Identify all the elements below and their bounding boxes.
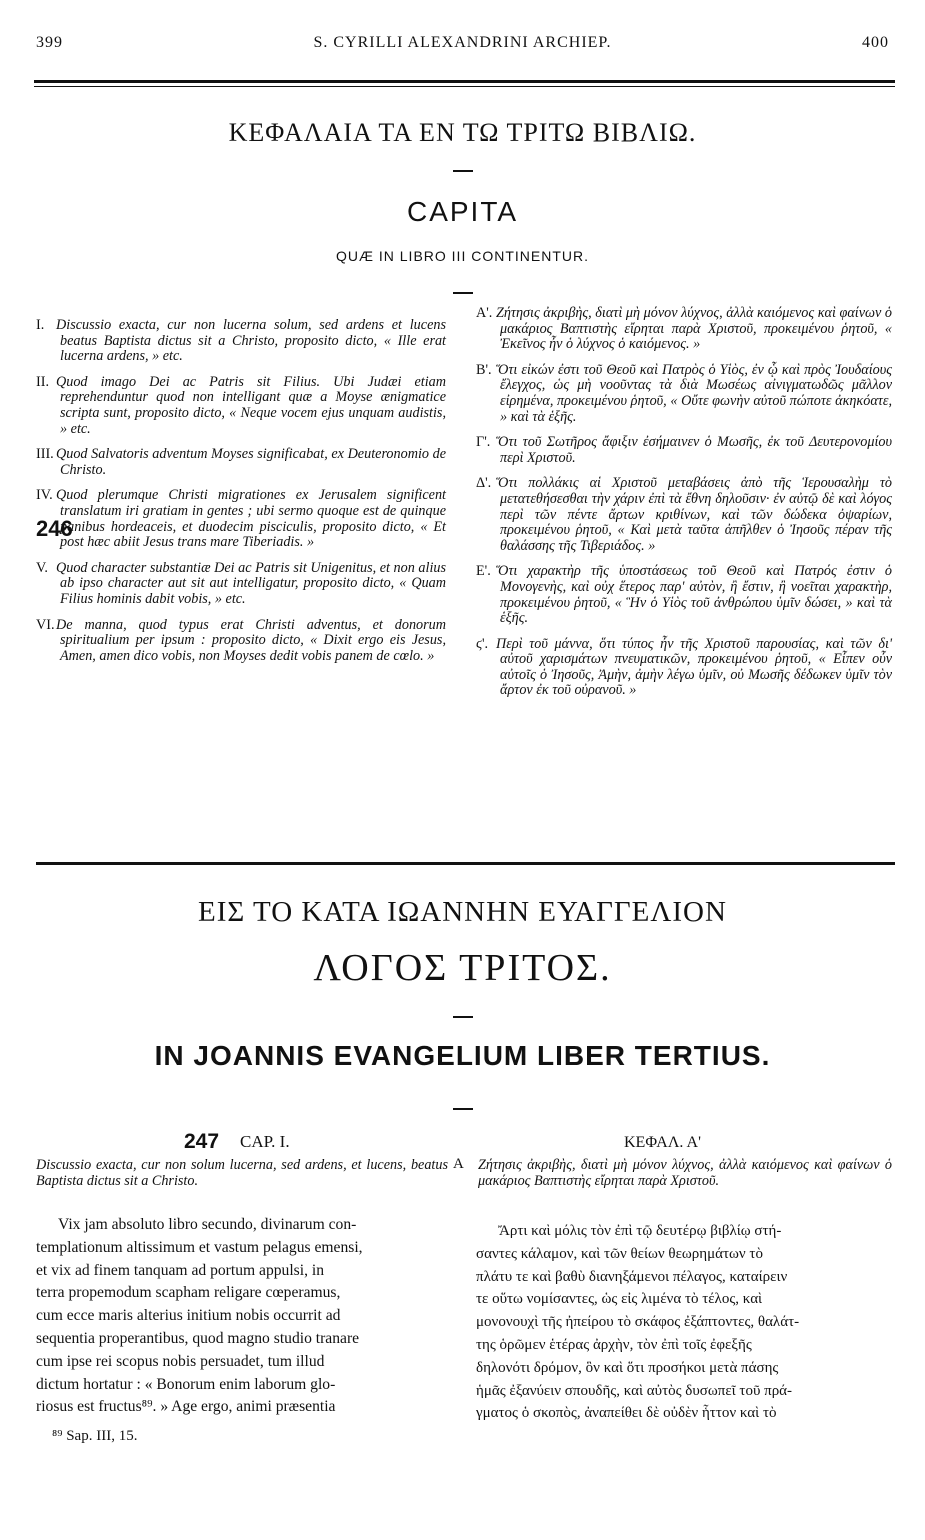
body-line: γματος ὁ σκοπὸς, ἀναπείθει δὲ οὐδὲν ἧττον καὶ τὸ <box>476 1405 777 1422</box>
body-line: riosus est fructus⁸⁹. » Age ergo, animi præsentia <box>36 1398 336 1416</box>
entry-text: Quod imago Dei ac Patris sit Filius. Ubi Judæi etiam reprehenduntur quod non intelligant quæ a Moyse ænigmatice scripta sunt, proposito dicto, « Neque vocem ejus unquam audistis, » etc. <box>56 373 446 437</box>
separator-dash <box>453 1108 473 1110</box>
entry-text: Discussio exacta, cur non lucerna solum, sed ardens et lucens beatus Baptista dictus sit a Christo, proposito dicto, « Ille erat lucerna ardens, » etc. <box>56 317 446 365</box>
column-letter-a: A <box>453 1156 464 1172</box>
entry-text: Ζήτησις ἀκριβὴς, διατὶ μὴ μόνον λύχνος, ἀλλὰ καιόμενος καὶ φαίνων ὁ μακάριος Βαπτιστὴς εἴρηται παρὰ Χριστοῦ, προκειμένου ῥητοῦ, « Ἐκεῖνος ἦν ὁ λύχνος ὁ καιόμενος. » <box>496 305 892 353</box>
entry-text: Ὅτι εἰκών ἐστι τοῦ Θεοῦ καὶ Πατρὸς ὁ Υἱὸς, ἐν ᾧ καὶ πρὸς Ἰουδαίους ἔλεγχος, ὡς μὴ νοοῦντας τὰ διὰ Μωσέως αἰνιγματωδῶς μᾶλλον εἰρημένα, προκειμένου ῥητοῦ, « Οὔτε φωνὴν αὐτοῦ πώποτε ἀκηκόατε, » καὶ τὰ ἑξῆς. <box>496 361 892 425</box>
capita-greek-title: ΚΕΦΑΛΑΙΑ ΤΑ ΕΝ ΤΩ ΤΡΙΤΩ ΒΙΒΛΙΩ. <box>228 118 697 147</box>
book-greek-logos: ΛΟΓΟΣ ΤΡΙΤΟΣ. <box>313 947 612 989</box>
entry-number: I. <box>36 317 45 333</box>
body-line: τε οὕτω νομίσαντες, ὡς εἰς λιμένα τὸ τέλος, καὶ <box>476 1291 763 1308</box>
separator-dash <box>453 1016 473 1018</box>
body-line: templationum altissimum et vastum pelagus emensi, <box>36 1238 363 1256</box>
page-number-right: 400 <box>862 34 889 51</box>
body-line: σαντες κάλαμον, καὶ τῶν θείων θεωρημάτων τὸ <box>476 1245 763 1262</box>
book-greek-heading: ΕΙΣ ΤΟ ΚΑΤΑ ΙΩΑΝΝΗΝ ΕΥΑΓΓΕΛΙΟΝ <box>198 896 727 928</box>
entry-text: Quod character substantiæ Dei ac Patris sit Unigenitus, et non alius ab ipso character aut sit aut intelligatur, proposito dicto, « Quam Filius hominis dabit vobis, » etc. <box>56 559 446 607</box>
body-line: dictum hortatur : « Bonorum enim laborum glo- <box>36 1375 336 1393</box>
greek-capita-entry <box>476 476 892 554</box>
latin-capita-entry <box>36 488 446 550</box>
capita-latin-title: CAPITA <box>406 196 519 227</box>
book-latin-heading: IN JOANNIS EVANGELIUM LIBER TERTIUS. <box>154 1040 771 1071</box>
entry-number: V. <box>36 559 48 576</box>
separator-dash <box>453 292 473 294</box>
margin-number-247: 247 <box>184 1130 220 1153</box>
body-line: et vix ad finem tanquam ad portum appulsi, in <box>36 1261 324 1279</box>
body-line: sequentia properantibus, quod magno studio tranare <box>36 1329 360 1347</box>
body-line: πλάτυ τε καὶ βαθὺ διανηξάμενοι πέλαγος, καταίρειν <box>476 1268 788 1285</box>
latin-chapter-rubric: Discussio exacta, cur non solum lucerna, sed ardens, et lucens, beatus Baptista dictus sit a Christo. <box>36 1157 448 1189</box>
greek-capita-entry <box>476 306 892 353</box>
latin-chapter-heading: CAP. I. <box>240 1132 290 1151</box>
section-rule <box>36 862 895 865</box>
entry-number: Δ'. <box>476 475 492 492</box>
entry-text: Ὅτι πολλάκις αἱ Χριστοῦ μεταβάσεις ἀπὸ τῆς Ἱερουσαλὴμ τὸ μετατεθήσεσθαι τὴν χάριν ἐπὶ τὰ ἔθνη δηλοῦσιν· ἐν αὐτῷ δὲ καὶ λόγος περὶ τῶν πέντε ἄρτων κριθίνων, καὶ τῶν δώδεκα ὀψαρίων, προκειμένου ῥητοῦ, « Καὶ μετὰ ταῦτα ἀπῆλθεν ὁ Ἰησοῦς πέραν τῆς θαλάσσης τῆς Τιβεριάδος. » <box>496 475 892 554</box>
greek-capita-entry <box>476 637 892 699</box>
body-line: της ὁρῶμεν ἑτέρας ἀρχὴν, τὸν ἐπὶ τοῖς ἐφεξῆς <box>476 1336 752 1353</box>
entry-text: Περὶ τοῦ μάννα, ὅτι τύπος ἦν τῆς Χριστοῦ παρουσίας, καὶ τῶν δι' αὐτοῦ χαρισμάτων πνευματικῶν, προκειμένου ῥητοῦ, « Εἶπεν οὖν αὐτοῖς ὁ Ἰησοῦς, Ἀμὴν, ἀμὴν λέγω ὑμῖν, οὐ Μωσῆς δέδωκεν ὑμῖν τὸν ἄρτον ἐκ τοῦ οὐρανοῦ. » <box>496 635 892 699</box>
body-line: μονονουχὶ τῆς ἠπείρου τὸ σκάφος ἐξάπτοντες, θαλάτ- <box>476 1314 800 1331</box>
greek-capita-entry <box>476 564 892 626</box>
entry-number: IV. <box>36 487 53 504</box>
greek-body-text <box>476 1220 892 1425</box>
latin-capita-list <box>36 318 446 674</box>
body-line: ἡμᾶς ἐξανύειν σπουδῆς, καὶ αὐτὸς δυσωπεῖ τοῦ πρά- <box>476 1382 793 1399</box>
body-line: terra propemodum scapham religare cœperamus, <box>36 1284 341 1302</box>
latin-capita-entry <box>36 375 446 437</box>
page-number-left: 399 <box>36 34 63 51</box>
header-rule-thin <box>34 86 895 87</box>
body-line: Ἄρτι καὶ μόλις τὸν ἐπὶ τῷ δευτέρῳ βιβλίῳ στή- <box>498 1223 782 1239</box>
latin-capita-entry <box>36 447 446 478</box>
body-line: cum ipse rei scopus nobis persuadet, tum illud <box>36 1352 325 1370</box>
entry-number: Β'. <box>476 361 492 378</box>
body-line: cum ecce maris alterius initium nobis occurrit ad <box>36 1307 341 1325</box>
separator-dash <box>453 170 473 172</box>
header-rule-thick <box>34 80 895 83</box>
greek-capita-entry <box>476 363 892 425</box>
footnote: ⁸⁹ Sap. III, 15. <box>52 1428 138 1444</box>
entry-text: Ὅτι τοῦ Σωτῆρος ἄφιξιν ἐσήμαινεν ὁ Μωσῆς, ἐκ τοῦ Δευτερονομίου περὶ Χριστοῦ. <box>496 434 892 466</box>
body-line: δηλονότι δρόμον, ὃν καὶ ὅτι προσήκοι μετὰ πάσης <box>476 1359 779 1376</box>
entry-number: Ε'. <box>476 563 491 580</box>
entry-text: De manna, quod typus erat Christi adventus, et donorum spiritualium per ipsum : proposito dicto, « Dixit ergo eis Jesus, Amen, amen dico vobis, non Moyses dedit vobis panem de cœlo. » <box>56 616 446 664</box>
latin-body-text <box>36 1214 448 1419</box>
entry-number: Α'. <box>476 305 493 321</box>
latin-capita-entry <box>36 318 446 365</box>
entry-number: III. <box>36 446 54 463</box>
running-title: S. CYRILLI ALEXANDRINI ARCHIEP. <box>313 34 612 51</box>
greek-chapter-heading: ΚΕΦΑΛ. Α' <box>624 1134 701 1151</box>
latin-capita-entry <box>36 561 446 608</box>
latin-capita-entry <box>36 618 446 665</box>
capita-latin-subtitle: QUÆ IN LIBRO III CONTINENTUR. <box>335 248 589 264</box>
entry-number: II. <box>36 373 49 390</box>
entry-number: Γ'. <box>476 434 491 451</box>
entry-text: Ὅτι χαρακτὴρ τῆς ὑποστάσεως τοῦ Θεοῦ καὶ Πατρός ἐστιν ὁ Μονογενὴς, καὶ οὐχ ἕτερος παρ' αὐτὸν, ἢ ἔστιν, ἢ νοεῖται χαρακτὴρ, προκειμένου ῥητοῦ, « Ἣν ὁ Υἱὸς τοῦ ἀνθρώπου ὑμῖν δώσει, » καὶ τὰ ἑξῆς. <box>496 563 892 627</box>
margin-number-246: 246 <box>36 516 73 541</box>
greek-capita-entry <box>476 435 892 466</box>
greek-capita-list <box>476 306 892 709</box>
entry-number: ϛ'. <box>476 635 489 652</box>
entry-text: Quod Salvatoris adventum Moyses significabat, ex Deuteronomio de Christo. <box>56 446 446 478</box>
entry-number: VI. <box>36 616 55 633</box>
entry-text: Quod plerumque Christi migrationes ex Jerusalem significent translatum iri gratiam in gentes ; ubi sermo quoque est de quinque panibus hordeaceis, et duodecim pisciculis, proposito dicto, « Et post hæc abiit Jesus trans mare Tiberiadis. » <box>56 487 446 551</box>
body-line: Vix jam absoluto libro secundo, divinarum con- <box>58 1216 357 1233</box>
greek-chapter-rubric: Ζήτησις ἀκριβὴς, διατὶ μὴ μόνον λύχνος, ἀλλὰ καιόμενος καὶ φαίνων ὁ μακάριος Βαπτιστὴς εἴρηται παρὰ Χριστοῦ. <box>478 1157 892 1189</box>
running-header <box>36 34 889 56</box>
